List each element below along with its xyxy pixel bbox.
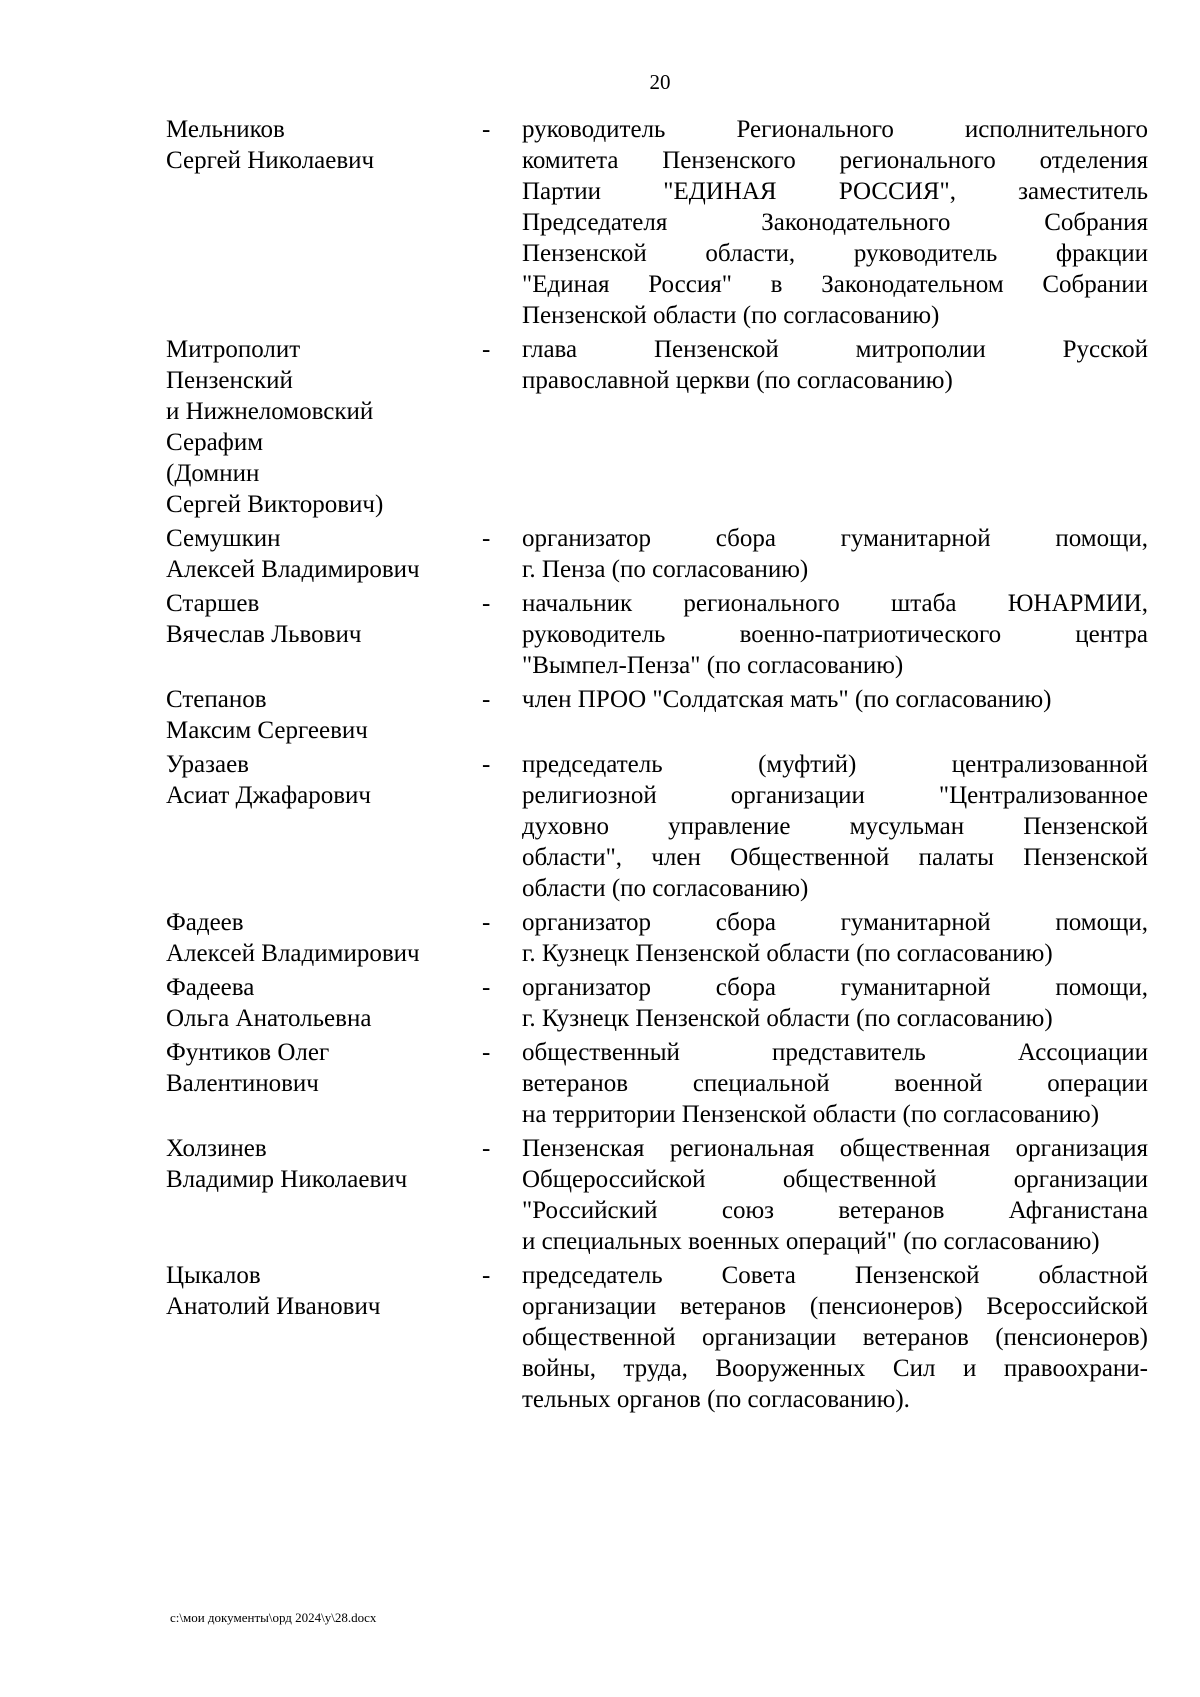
member-row (166, 334, 1148, 520)
member-role-line: общественный представитель Ассоциации (522, 1039, 1148, 1066)
member-dash: - (482, 525, 491, 552)
member-role-line: Пензенской области (по согласованию) (522, 302, 940, 329)
member-name (166, 972, 480, 1034)
member-row (166, 907, 1148, 969)
member-row (166, 749, 1148, 904)
member-name (166, 523, 480, 585)
member-name-line: Фадеева (166, 974, 255, 1001)
member-role-line: "Вымпел-Пенза" (по согласованию) (522, 652, 904, 679)
member-dash: - (482, 1135, 491, 1162)
member-dash: - (482, 1039, 491, 1066)
member-role-line: общественной организации ветеранов (пенсионеров) (522, 1324, 1148, 1351)
member-role-line: на территории Пензенской области (по согласованию) (522, 1101, 1100, 1128)
member-role-line: глава Пензенской митрополии Русской (522, 336, 1148, 363)
member-role-line: организации ветеранов (пенсионеров) Всероссийской (522, 1293, 1148, 1320)
member-dash: - (482, 590, 491, 617)
member-role-line: г. Пенза (по согласованию) (522, 556, 809, 583)
member-name-line: Ольга Анатольевна (166, 1005, 372, 1032)
member-role-line: председатель (муфтий) централизованной (522, 751, 1148, 778)
member-role (522, 1133, 1148, 1257)
member-name-line: Алексей Владимирович (166, 556, 420, 583)
member-role-line: Пензенская региональная общественная организация (522, 1135, 1148, 1162)
member-name-line: Серафим (166, 429, 264, 456)
member-role-line: области", член Общественной палаты Пензенской (522, 844, 1148, 871)
member-role-line: и специальных военных операций" (по согласованию) (522, 1228, 1100, 1255)
member-name (166, 1037, 480, 1099)
member-name-line: и Нижнеломовский (166, 398, 374, 425)
member-role (522, 749, 1148, 904)
member-role-line: религиозной организации "Централизованное (522, 782, 1148, 809)
member-name-line: Пензенский (166, 367, 293, 394)
member-name-line: Семушкин (166, 525, 281, 552)
member-row (166, 972, 1148, 1034)
member-role-line: руководитель Регионального исполнительного (522, 116, 1148, 143)
member-name-line: Степанов (166, 686, 267, 713)
member-name-line: Сергей Викторович) (166, 491, 384, 518)
member-name-line: Мельников (166, 116, 285, 143)
member-dash: - (482, 909, 491, 936)
member-role-line: области (по согласованию) (522, 875, 809, 902)
member-role-line: Общероссийской общественной организации (522, 1166, 1148, 1193)
member-row (166, 1037, 1148, 1130)
member-role-line: г. Кузнецк Пензенской области (по согласованию) (522, 940, 1053, 967)
member-name (166, 684, 480, 746)
member-role-line: организатор сбора гуманитарной помощи, (522, 909, 1148, 936)
member-role-line: комитета Пензенского регионального отделения (522, 147, 1148, 174)
member-name-line: Валентинович (166, 1070, 319, 1097)
member-role-line: ветеранов специальной военной операции (522, 1070, 1148, 1097)
member-name-line: Максим Сергеевич (166, 717, 368, 744)
member-role (522, 684, 1148, 715)
member-name-line: Анатолий Иванович (166, 1293, 381, 1320)
member-role-line: г. Кузнецк Пензенской области (по согласованию) (522, 1005, 1053, 1032)
member-dash: - (482, 116, 491, 143)
member-role (522, 523, 1148, 585)
member-role-line: начальник регионального штаба ЮНАРМИИ, (522, 590, 1148, 617)
member-name-line: Старшев (166, 590, 260, 617)
member-role-line: Председателя Законодательного Собрания (522, 209, 1148, 236)
member-dash: - (482, 1262, 491, 1289)
member-role (522, 907, 1148, 969)
member-name-line: Уразаев (166, 751, 249, 778)
member-name-line: Фадеев (166, 909, 244, 936)
member-dash: - (482, 974, 491, 1001)
member-row (166, 114, 1148, 331)
member-name-line: (Домнин (166, 460, 260, 487)
member-role-line: Пензенской области, руководитель фракции (522, 240, 1148, 267)
member-role-line: Партии "ЕДИНАЯ РОССИЯ", заместитель (522, 178, 1148, 205)
member-role (522, 588, 1148, 681)
member-role-line: "Российский союз ветеранов Афганистана (522, 1197, 1148, 1224)
member-role (522, 972, 1148, 1034)
member-name (166, 1133, 480, 1195)
member-name (166, 114, 480, 176)
member-name (166, 334, 480, 520)
member-role (522, 1260, 1148, 1415)
member-name (166, 749, 480, 811)
member-row (166, 523, 1148, 585)
member-role-line: председатель Совета Пензенской областной (522, 1262, 1148, 1289)
page-number: 20 (649, 70, 671, 94)
member-name-line: Сергей Николаевич (166, 147, 375, 174)
member-name (166, 907, 480, 969)
members-list (166, 114, 1148, 1418)
member-name-line: Холзинев (166, 1135, 267, 1162)
member-role (522, 114, 1148, 331)
footer-file-path: c:\мои документы\орд 2024\у\28.docx (170, 1610, 377, 1625)
member-role-line: духовно управление мусульман Пензенской (522, 813, 1148, 840)
member-role-line: руководитель военно-патриотического центра (522, 621, 1148, 648)
member-role-line: войны, труда, Вооруженных Сил и правоохрани- (522, 1355, 1148, 1382)
member-row (166, 1260, 1148, 1415)
member-row (166, 588, 1148, 681)
member-row (166, 1133, 1148, 1257)
member-name-line: Цыкалов (166, 1262, 261, 1289)
member-role-line: тельных органов (по согласованию). (522, 1386, 910, 1413)
member-dash: - (482, 751, 491, 778)
member-role (522, 1037, 1148, 1130)
member-role-line: "Единая Россия" в Законодательном Собрании (522, 271, 1148, 298)
member-role-line: организатор сбора гуманитарной помощи, (522, 974, 1148, 1001)
member-dash: - (482, 336, 491, 363)
member-name-line: Владимир Николаевич (166, 1166, 408, 1193)
member-name (166, 1260, 480, 1322)
member-name-line: Митрополит (166, 336, 301, 363)
member-role (522, 334, 1148, 396)
member-role-line: православной церкви (по согласованию) (522, 367, 953, 394)
member-name (166, 588, 480, 650)
member-name-line: Алексей Владимирович (166, 940, 420, 967)
member-name-line: Фунтиков Олег (166, 1039, 330, 1066)
member-row (166, 684, 1148, 746)
member-name-line: Асиат Джафарович (166, 782, 372, 809)
member-role-line: организатор сбора гуманитарной помощи, (522, 525, 1148, 552)
member-dash: - (482, 686, 491, 713)
member-name-line: Вячеслав Львович (166, 621, 362, 648)
member-role-line: член ПРОО "Солдатская мать" (по согласованию) (522, 686, 1052, 713)
